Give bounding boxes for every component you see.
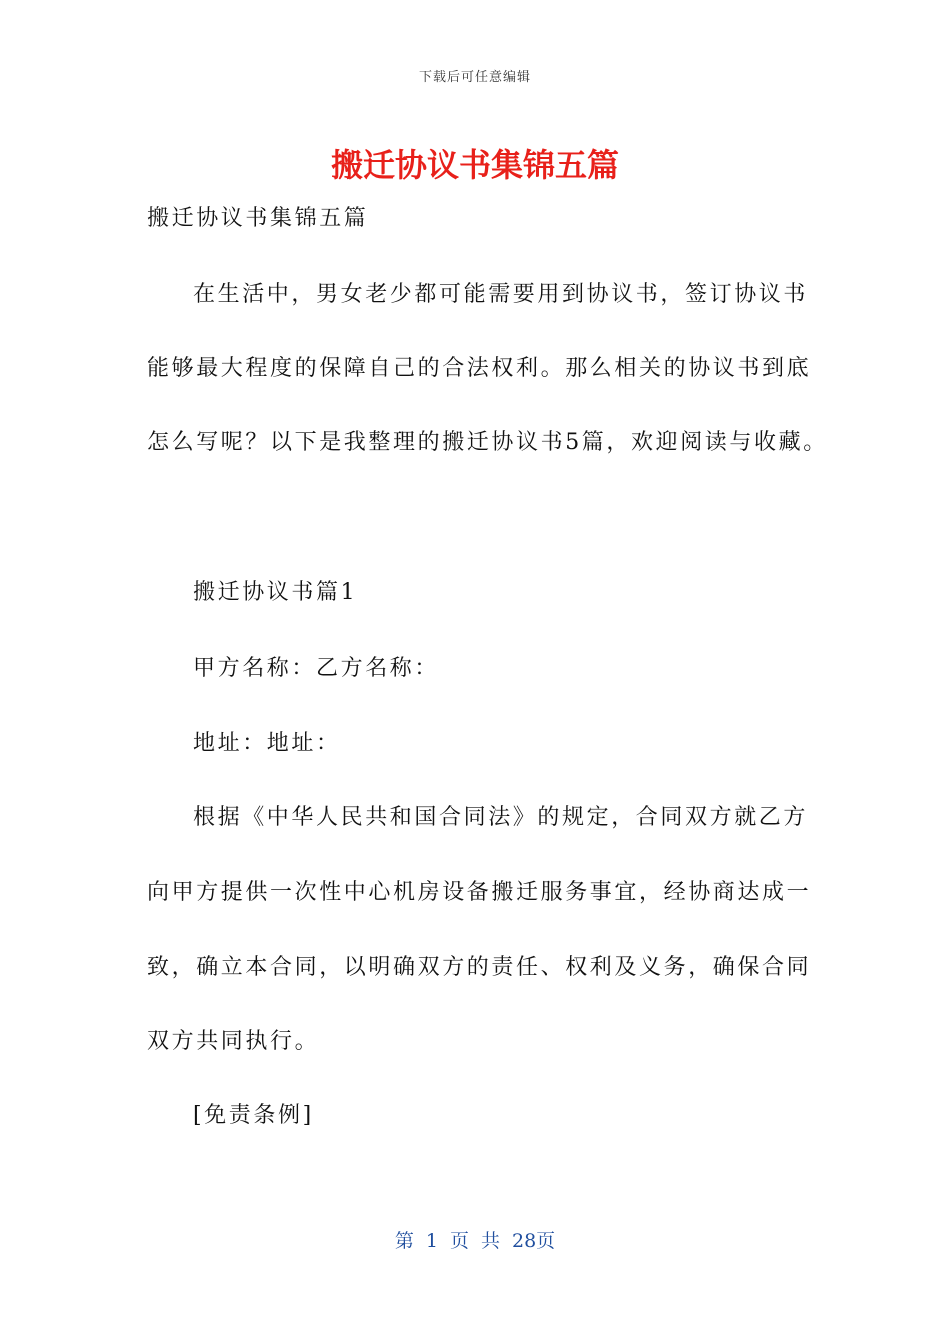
- document-title: 搬迁协议书集锦五篇: [330, 146, 619, 184]
- body-line-3: 致，确立本合同，以明确双方的责任、权利及义务，确保合同: [147, 955, 812, 980]
- body-line-4: 双方共同执行。: [147, 1029, 320, 1054]
- intro-line-1: 在生活中，男女老少都可能需要用到协议书，签订协议书: [193, 282, 809, 307]
- document-subtitle: 搬迁协议书集锦五篇: [147, 206, 369, 231]
- header-note: 下载后可任意编辑: [418, 70, 531, 85]
- body-line-2: 向甲方提供一次性中心机房设备搬迁服务事宜，经协商达成一: [147, 880, 812, 905]
- intro-line-3: 怎么写呢？以下是我整理的搬迁协议书5篇，欢迎阅读与收藏。: [147, 430, 828, 455]
- footer-current-page: 1: [425, 1230, 438, 1252]
- party-line: 甲方名称：乙方名称：: [193, 656, 440, 681]
- page-footer: [0, 1226, 950, 1253]
- address-line: 地址：地址：: [193, 731, 341, 756]
- footer-prefix: 第: [394, 1230, 414, 1252]
- clause-heading: [免责条例]: [193, 1103, 314, 1128]
- intro-line-2: 能够最大程度的保障自己的合法权利。那么相关的协议书到底: [147, 356, 812, 381]
- body-line-1: 根据《中华人民共和国合同法》的规定，合同双方就乙方: [193, 805, 809, 830]
- footer-total-pages: 28页: [511, 1230, 556, 1252]
- section-heading: 搬迁协议书篇1: [193, 580, 358, 605]
- footer-mid: 页 共: [449, 1230, 500, 1252]
